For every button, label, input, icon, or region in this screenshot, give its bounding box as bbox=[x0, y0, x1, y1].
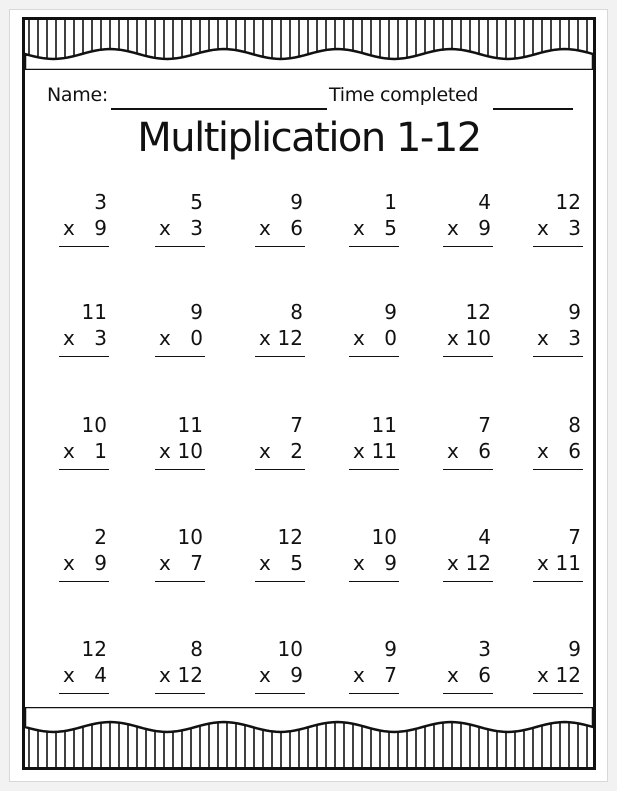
multiplier: 4 bbox=[94, 663, 107, 687]
times-sign: x bbox=[353, 439, 365, 463]
problem-2-4 bbox=[349, 300, 399, 360]
multiplicand: 9 bbox=[568, 300, 581, 324]
multiplier: 3 bbox=[94, 326, 107, 350]
times-sign: x bbox=[353, 326, 365, 350]
answer-line[interactable] bbox=[443, 693, 493, 694]
bottom-border-decoration bbox=[25, 707, 593, 767]
multiplicand: 12 bbox=[465, 300, 491, 324]
times-sign: x bbox=[63, 663, 75, 687]
multiplier: 0 bbox=[190, 326, 203, 350]
answer-line[interactable] bbox=[349, 693, 399, 694]
multiplier: 9 bbox=[94, 216, 107, 240]
answer-line[interactable] bbox=[155, 693, 205, 694]
answer-line[interactable] bbox=[443, 581, 493, 582]
answer-line[interactable] bbox=[533, 581, 583, 582]
multiplicand: 9 bbox=[190, 300, 203, 324]
times-sign: x bbox=[353, 663, 365, 687]
multiplicand: 9 bbox=[290, 190, 303, 214]
problem-4-3 bbox=[255, 525, 305, 585]
multiplier: 7 bbox=[384, 663, 397, 687]
multiplier: 3 bbox=[568, 326, 581, 350]
multiplicand: 1 bbox=[384, 190, 397, 214]
multiplicand: 4 bbox=[478, 190, 491, 214]
multiplicand: 12 bbox=[555, 190, 581, 214]
multiplicand: 10 bbox=[277, 637, 303, 661]
multiplier: 5 bbox=[384, 216, 397, 240]
answer-line[interactable] bbox=[59, 469, 109, 470]
multiplicand: 4 bbox=[478, 525, 491, 549]
answer-line[interactable] bbox=[255, 469, 305, 470]
problem-2-1 bbox=[59, 300, 109, 360]
problem-3-2 bbox=[155, 413, 205, 473]
multiplier: 6 bbox=[568, 439, 581, 463]
multiplier: 6 bbox=[290, 216, 303, 240]
page-title: Multiplication 1-12 bbox=[137, 115, 481, 161]
header-fields bbox=[47, 82, 577, 112]
problem-2-6 bbox=[533, 300, 583, 360]
multiplier: 12 bbox=[277, 326, 303, 350]
time-completed-blank-line[interactable] bbox=[493, 108, 573, 110]
multiplier: 1 bbox=[94, 439, 107, 463]
multiplicand: 3 bbox=[94, 190, 107, 214]
answer-line[interactable] bbox=[443, 246, 493, 247]
times-sign: x bbox=[159, 551, 171, 575]
worksheet-border bbox=[22, 17, 596, 770]
multiplier: 10 bbox=[465, 326, 491, 350]
times-sign: x bbox=[537, 439, 549, 463]
times-sign: x bbox=[259, 326, 271, 350]
answer-line[interactable] bbox=[155, 581, 205, 582]
multiplicand: 7 bbox=[478, 413, 491, 437]
multiplier: 3 bbox=[190, 216, 203, 240]
problem-3-1 bbox=[59, 413, 109, 473]
answer-line[interactable] bbox=[533, 356, 583, 357]
answer-line[interactable] bbox=[155, 356, 205, 357]
problem-4-4 bbox=[349, 525, 399, 585]
answer-line[interactable] bbox=[155, 469, 205, 470]
problem-5-5 bbox=[443, 637, 493, 697]
times-sign: x bbox=[259, 216, 271, 240]
times-sign: x bbox=[447, 216, 459, 240]
multiplicand: 9 bbox=[568, 637, 581, 661]
problem-4-5 bbox=[443, 525, 493, 585]
answer-line[interactable] bbox=[533, 469, 583, 470]
times-sign: x bbox=[537, 663, 549, 687]
problem-4-2 bbox=[155, 525, 205, 585]
times-sign: x bbox=[353, 551, 365, 575]
answer-line[interactable] bbox=[59, 246, 109, 247]
problem-3-6 bbox=[533, 413, 583, 473]
multiplier: 7 bbox=[190, 551, 203, 575]
times-sign: x bbox=[159, 663, 171, 687]
answer-line[interactable] bbox=[349, 469, 399, 470]
answer-line[interactable] bbox=[349, 246, 399, 247]
multiplicand: 3 bbox=[478, 637, 491, 661]
answer-line[interactable] bbox=[443, 356, 493, 357]
multiplicand: 10 bbox=[177, 525, 203, 549]
problem-1-2 bbox=[155, 190, 205, 250]
problem-5-4 bbox=[349, 637, 399, 697]
answer-line[interactable] bbox=[59, 693, 109, 694]
multiplicand: 11 bbox=[177, 413, 203, 437]
times-sign: x bbox=[537, 216, 549, 240]
name-label: Name: bbox=[47, 84, 108, 106]
answer-line[interactable] bbox=[349, 356, 399, 357]
problem-2-3 bbox=[255, 300, 305, 360]
multiplicand: 12 bbox=[277, 525, 303, 549]
multiplicand: 7 bbox=[290, 413, 303, 437]
multiplier: 11 bbox=[555, 551, 581, 575]
multiplicand: 9 bbox=[384, 637, 397, 661]
multiplicand: 12 bbox=[81, 637, 107, 661]
times-sign: x bbox=[63, 439, 75, 463]
times-sign: x bbox=[259, 663, 271, 687]
top-border-decoration bbox=[25, 20, 593, 70]
problem-3-3 bbox=[255, 413, 305, 473]
times-sign: x bbox=[447, 439, 459, 463]
multiplier: 6 bbox=[478, 439, 491, 463]
multiplicand: 2 bbox=[94, 525, 107, 549]
multiplicand: 8 bbox=[568, 413, 581, 437]
multiplicand: 8 bbox=[290, 300, 303, 324]
multiplier: 10 bbox=[177, 439, 203, 463]
times-sign: x bbox=[159, 439, 171, 463]
problem-5-1 bbox=[59, 637, 109, 697]
problem-3-5 bbox=[443, 413, 493, 473]
multiplicand: 7 bbox=[568, 525, 581, 549]
multiplier: 6 bbox=[478, 663, 491, 687]
problem-2-5 bbox=[443, 300, 493, 360]
times-sign: x bbox=[63, 326, 75, 350]
times-sign: x bbox=[259, 439, 271, 463]
answer-line[interactable] bbox=[255, 581, 305, 582]
answer-line[interactable] bbox=[533, 246, 583, 247]
times-sign: x bbox=[537, 326, 549, 350]
times-sign: x bbox=[353, 216, 365, 240]
multiplier: 11 bbox=[371, 439, 397, 463]
problem-3-4 bbox=[349, 413, 399, 473]
problem-1-1 bbox=[59, 190, 109, 250]
answer-line[interactable] bbox=[255, 246, 305, 247]
multiplier: 12 bbox=[465, 551, 491, 575]
times-sign: x bbox=[447, 326, 459, 350]
multiplier: 12 bbox=[177, 663, 203, 687]
answer-line[interactable] bbox=[255, 356, 305, 357]
multiplicand: 8 bbox=[190, 637, 203, 661]
multiplier: 0 bbox=[384, 326, 397, 350]
multiplicand: 5 bbox=[190, 190, 203, 214]
problem-1-5 bbox=[443, 190, 493, 250]
problem-5-2 bbox=[155, 637, 205, 697]
multiplier: 5 bbox=[290, 551, 303, 575]
problem-4-6 bbox=[533, 525, 583, 585]
multiplicand: 11 bbox=[81, 300, 107, 324]
problem-1-4 bbox=[349, 190, 399, 250]
problem-2-2 bbox=[155, 300, 205, 360]
times-sign: x bbox=[63, 216, 75, 240]
answer-line[interactable] bbox=[349, 581, 399, 582]
multiplier: 2 bbox=[290, 439, 303, 463]
times-sign: x bbox=[447, 663, 459, 687]
multiplier: 9 bbox=[94, 551, 107, 575]
times-sign: x bbox=[159, 326, 171, 350]
problem-4-1 bbox=[59, 525, 109, 585]
time-completed-label: Time completed bbox=[329, 84, 479, 106]
answer-line[interactable] bbox=[59, 581, 109, 582]
times-sign: x bbox=[63, 551, 75, 575]
multiplicand: 11 bbox=[371, 413, 397, 437]
problem-1-6 bbox=[533, 190, 583, 250]
multiplicand: 9 bbox=[384, 300, 397, 324]
times-sign: x bbox=[159, 216, 171, 240]
multiplier: 3 bbox=[568, 216, 581, 240]
multiplicand: 10 bbox=[371, 525, 397, 549]
times-sign: x bbox=[447, 551, 459, 575]
answer-line[interactable] bbox=[443, 469, 493, 470]
answer-line[interactable] bbox=[155, 246, 205, 247]
problem-5-3 bbox=[255, 637, 305, 697]
multiplier: 9 bbox=[290, 663, 303, 687]
worksheet-page bbox=[9, 9, 608, 782]
multiplier: 9 bbox=[478, 216, 491, 240]
multiplier: 12 bbox=[555, 663, 581, 687]
answer-line[interactable] bbox=[533, 693, 583, 694]
answer-line[interactable] bbox=[255, 693, 305, 694]
times-sign: x bbox=[259, 551, 271, 575]
multiplicand: 10 bbox=[81, 413, 107, 437]
answer-line[interactable] bbox=[59, 356, 109, 357]
multiplier: 9 bbox=[384, 551, 397, 575]
problem-5-6 bbox=[533, 637, 583, 697]
times-sign: x bbox=[537, 551, 549, 575]
name-blank-line[interactable] bbox=[111, 108, 327, 110]
problem-1-3 bbox=[255, 190, 305, 250]
